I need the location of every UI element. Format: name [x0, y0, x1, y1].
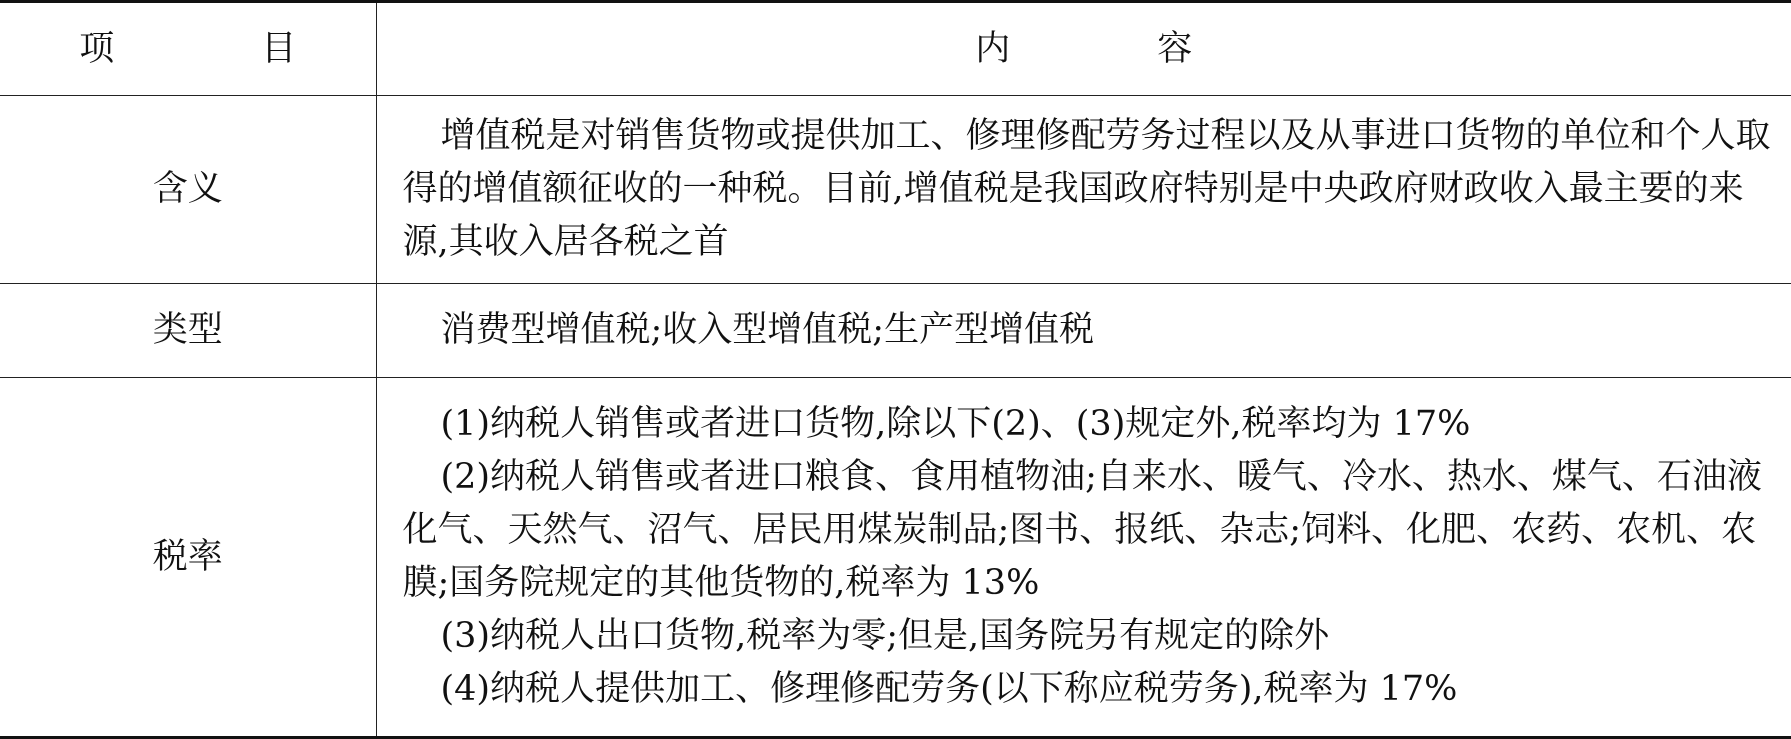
row-label-rate: 税率 — [0, 378, 376, 738]
header-item: 项 目 — [0, 2, 376, 96]
type-text: 消费型增值税;收入型增值税;生产型增值税 — [440, 310, 1095, 350]
meaning-text: 增值税是对销售货物或提供加工、修理修配劳务过程以及从事进口货物的单位和个人取得的增值额征收的一种税。目前,增值税是我国政府特别是中央政府财政收入最主要的来源,其收入居各税之首 — [402, 116, 1771, 262]
rate-line-3: (3)纳税人出口货物,税率为零;但是,国务院另有规定的除外 — [440, 616, 1330, 656]
row-content-rate — [376, 378, 1791, 738]
row-content-type — [376, 284, 1791, 378]
rate-line-4: (4)纳税人提供加工、修理修配劳务(以下称应税劳务),税率为 17% — [440, 669, 1458, 709]
table-row — [0, 284, 1791, 378]
table-row — [0, 96, 1791, 284]
header-content: 内 容 — [376, 2, 1791, 96]
table-row — [0, 378, 1791, 738]
row-content-meaning — [376, 96, 1791, 284]
rate-line-2: (2)纳税人销售或者进口粮食、食用植物油;自来水、暖气、冷水、热水、煤气、石油液化气、天然气、沼气、居民用煤炭制品;图书、报纸、杂志;饲料、化肥、农药、农机、农膜;国务院规定的其他货物的,税率为 13% — [402, 457, 1762, 603]
row-label-type: 类型 — [0, 284, 376, 378]
rate-line-1: (1)纳税人销售或者进口货物,除以下(2)、(3)规定外,税率均为 17% — [440, 404, 1471, 444]
table-header-row — [0, 2, 1791, 96]
row-label-meaning: 含义 — [0, 96, 376, 284]
